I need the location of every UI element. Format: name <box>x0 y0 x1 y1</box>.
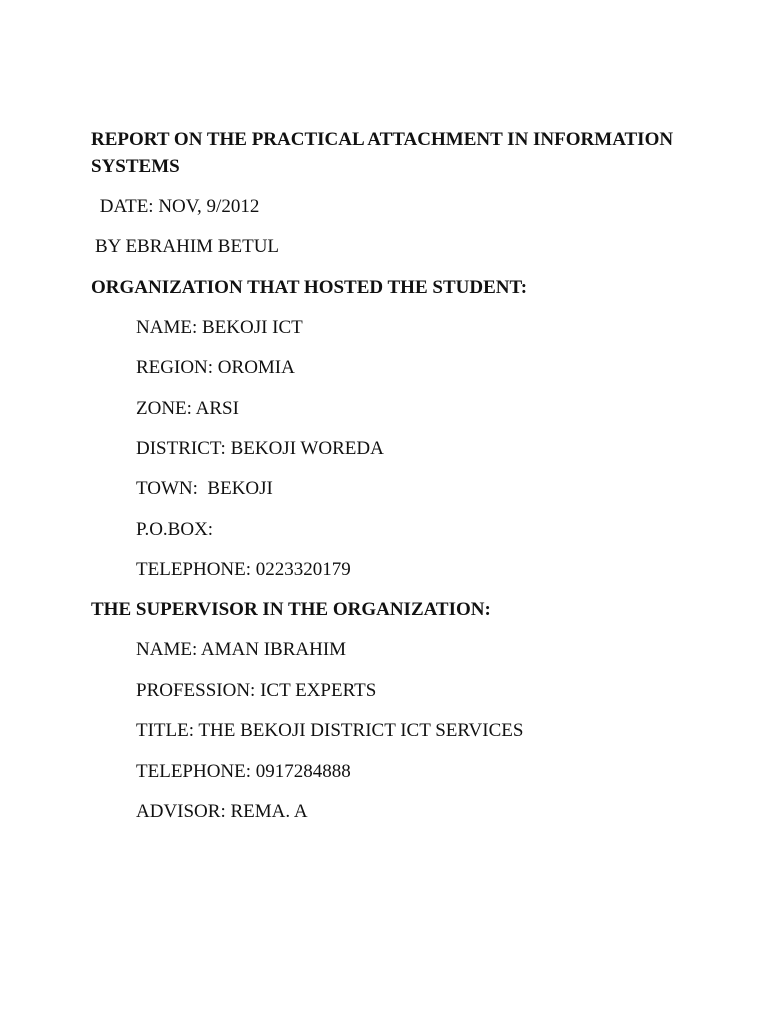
supervisor-advisor: ADVISOR: REMA. A <box>136 801 308 822</box>
organization-heading: ORGANIZATION THAT HOSTED THE STUDENT: <box>91 277 528 298</box>
supervisor-name: NAME: AMAN IBRAHIM <box>136 639 347 660</box>
organization-region: REGION: OROMIA <box>136 357 295 378</box>
report-date: DATE: NOV, 9/2012 <box>95 196 260 217</box>
organization-pobox: P.O.BOX: <box>136 519 214 540</box>
report-author: BY EBRAHIM BETUL <box>95 236 280 257</box>
organization-town: TOWN: BEKOJI <box>136 478 273 499</box>
organization-zone: ZONE: ARSI <box>136 398 239 419</box>
organization-telephone: TELEPHONE: 0223320179 <box>136 559 351 580</box>
supervisor-heading: THE SUPERVISOR IN THE ORGANIZATION: <box>91 599 491 620</box>
report-title: REPORT ON THE PRACTICAL ATTACHMENT IN INFORMATION SYSTEMS <box>91 129 674 177</box>
organization-name: NAME: BEKOJI ICT <box>136 317 303 338</box>
supervisor-title: TITLE: THE BEKOJI DISTRICT ICT SERVICES <box>136 720 524 741</box>
supervisor-profession: PROFESSION: ICT EXPERTS <box>136 680 377 701</box>
organization-district: DISTRICT: BEKOJI WOREDA <box>136 438 384 459</box>
supervisor-telephone: TELEPHONE: 0917284888 <box>136 761 351 782</box>
